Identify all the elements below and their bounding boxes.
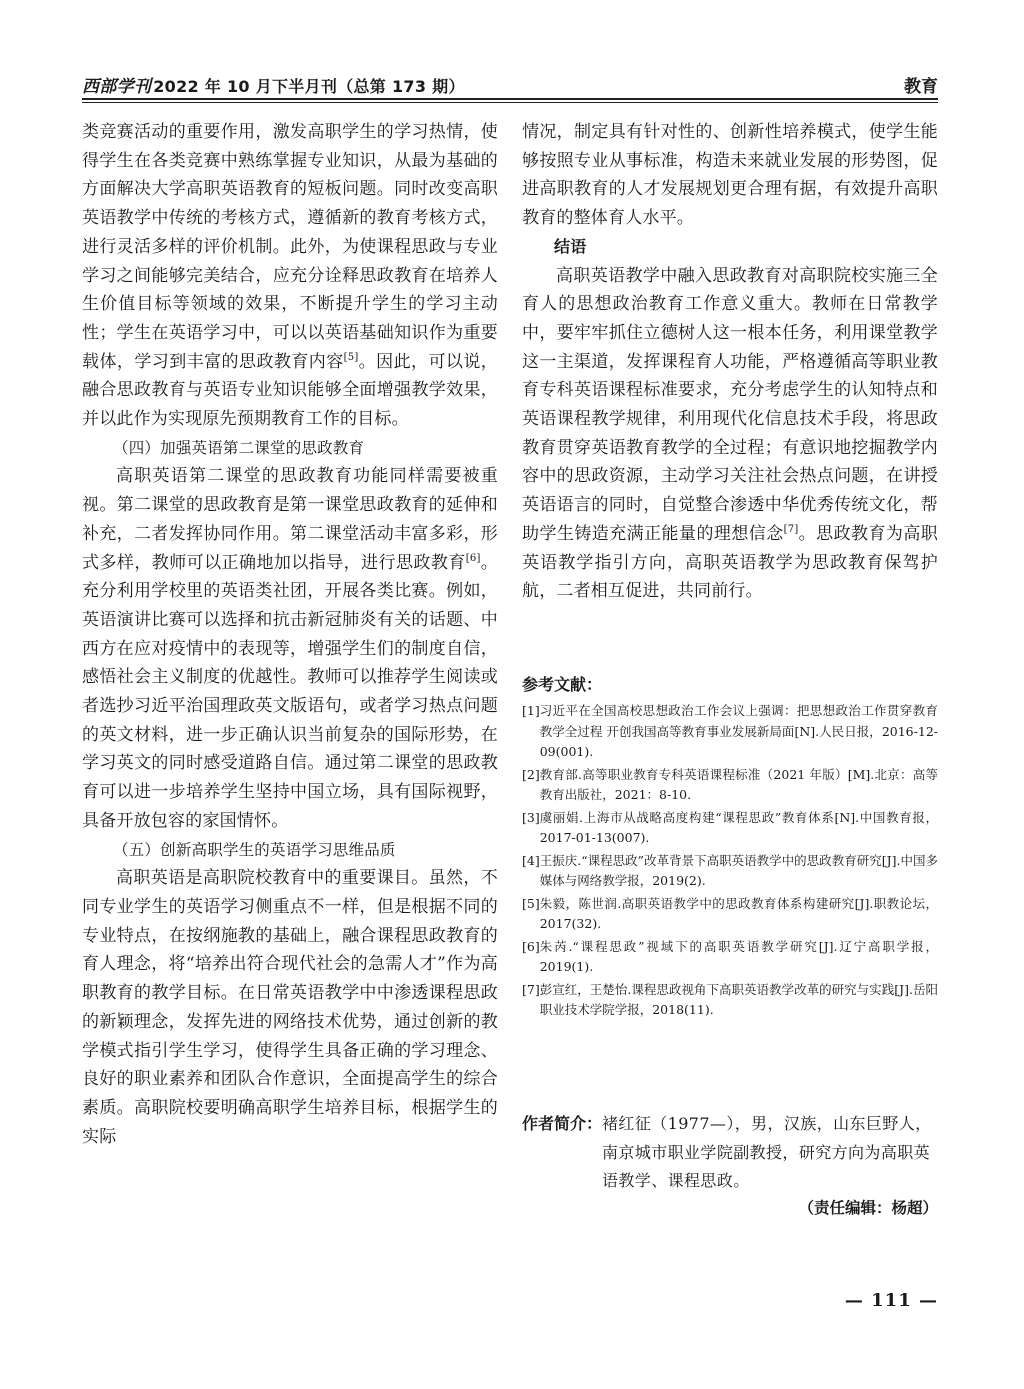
section-label: 教育 (904, 77, 938, 97)
responsible-editor: （责任编辑：杨超） (798, 1199, 938, 1217)
journal-logo: 西部学刊 (82, 77, 152, 97)
paragraph: 高职英语第二课堂的思政教育功能同样需要被重视。第二课堂的思政教育是第一课堂思政教育的延伸和补充，二者发挥协同作用。第二课堂活动丰富多彩，形式多样，教师可以正确地加以指导，进行思政教育[6]。充分利用学校里的英语类社团，开展各类比赛。例如，英语演讲比赛可以选择和抗击新冠肺炎有关的话题、中西方在应对疫情中的表现等，增强学生们的制度自信，感悟社会主义制度的优越性。教师可以推荐学生阅读或者选抄习近平治国理政英文版语句，或者学习热点问题的英文材料，进一步正确认识当前复杂的国际形势，在学习英文的同时感受道路自信。通过第二课堂的思政教育可以进一步培养学生坚持中国立场，具有国际视野，具备开放包容的家国情怀。 (82, 466, 498, 831)
subheading-4: （四）加强英语第二课堂的思政教育 (113, 438, 365, 457)
reference-item: [3] 虞丽娟.上海市从战略高度构建“课程思政”教育体系[N].中国教育报，2017-01-13(007). (522, 809, 938, 845)
reference-item: [5] 朱毅，陈世润.高职英语教学中的思政教育体系构建研究[J].职教论坛，2017(32). (522, 895, 938, 931)
reference-item: [1] 习近平在全国高校思想政治工作会议上强调：把思想政治工作贯穿教育教学全过程 开创我国高等教育事业发展新局面[N].人民日报，2016-12-09(001). (522, 703, 938, 759)
reference-item: [6] 朱芮.“课程思政”视域下的高职英语教学研究[J].辽宁高职学报，2019(1). (522, 938, 938, 974)
right-column (522, 118, 938, 606)
paragraph: 高职英语教学中融入思政教育对高职院校实施三全育人的思想政治教育工作意义重大。教师在日常教学中，要牢牢抓住立德树人这一根本任务，利用课堂教学这一主渠道，发挥课程育人功能，严格遵循高等职业教育专科英语课程标准要求，充分考虑学生的认知特点和英语课程教学规律，利用现代化信息技术手段，将思政教育贯穿英语教育教学的全过程；有意识地挖掘教学内容中的思政资源，主动学习关注社会热点问题，在讲授英语语言的同时，自觉整合渗透中华优秀传统文化，帮助学生铸造充满正能量的理想信念[7]。思政教育为高职英语教学指引方向，高职英语教学为思政教育保驾护航，二者相互促进，共同前行。 (522, 265, 938, 602)
page-header (82, 70, 938, 102)
header-rule-thin (82, 102, 938, 103)
author-label: 作者简介： (522, 1114, 603, 1133)
reference-item: [2] 教育部.高等职业教育专科英语课程标准（2021 年版）[M].北京：高等教育出版社，2021：8-10. (522, 766, 938, 802)
paragraph: 高职英语是高职院校教育中的重要课目。虽然，不同专业学生的英语学习侧重点不一样，但是根据不同的专业特点，在按纲施教的基础上，融合课程思政教育的育人理念，将“培养出符合现代社会的急需人才”作为高职教育的教学目标。在日常英语教学中中渗透课程思政的新颖理念，发挥先进的网络技术优势，通过创新的教学模式指引学生学习，使得学生具备正确的学习理念、良好的职业素养和团队合作意识，全面提高学生的综合素质。高职院校要明确高职学生培养目标，根据学生的实际 (82, 868, 498, 1147)
author-text: 褚红征（1977—），男，汉族，山东巨野人，南京城市职业学院副教授，研究方向为高职英语教学、课程思政。 (602, 1114, 932, 1190)
paragraph: 类竞赛活动的重要作用，激发高职学生的学习热情，使得学生在各类竞赛中熟练掌握专业知识，从最为基础的方面解决大学高职英语教育的短板问题。同时改变高职英语教学中传统的考核方式，遵循新的教育考核方式，进行灵活多样的评价机制。此外，为使课程思政与专业学习之间能够完美结合，应充分诠释思政教育在培养人生价值目标等领域的效果，不断提升学生的学习主动性；学生在英语学习中，可以以英语基础知识作为重要载体，学习到丰富的思政教育内容[5]。因此，可以说，融合思政教育与英语专业知识能够全面增强教学效果，并以此作为实现原先预期教育工作的目标。 (82, 122, 498, 430)
journal-info (82, 72, 465, 97)
page-number: — 111 — (844, 1290, 938, 1311)
citation-ref: [5] (343, 351, 359, 363)
references (522, 672, 938, 1023)
citation-ref: [7] (783, 523, 799, 535)
reference-item: [7] 彭宣红，王楚怡.课程思政视角下高职英语教学改革的研究与实践[J].岳阳职业技术学院学报，2018(11). (522, 981, 938, 1017)
header-rule (82, 98, 938, 100)
conclusion-heading: 结语 (554, 236, 587, 256)
author-bio (522, 1110, 938, 1196)
left-column (82, 118, 498, 1151)
issue-info: 2022 年 10 月下半月刊（总第 173 期） (153, 77, 465, 96)
references-title: 参考文献： (522, 675, 603, 694)
citation-ref: [6] (465, 552, 481, 564)
subheading-5: （五）创新高职学生的英语学习思维品质 (113, 840, 396, 859)
paragraph: 情况，制定具有针对性的、创新性培养模式，使学生能够按照专业从事标准，构造未来就业发展的形势图，促进高职教育的人才发展规划更合理有据，有效提升高职教育的整体育人水平。 (522, 122, 938, 229)
reference-item: [4] 王振庆.“课程思政”改革背景下高职英语教学中的思政教育研究[J].中国多媒体与网络教学报，2019(2). (522, 852, 938, 888)
